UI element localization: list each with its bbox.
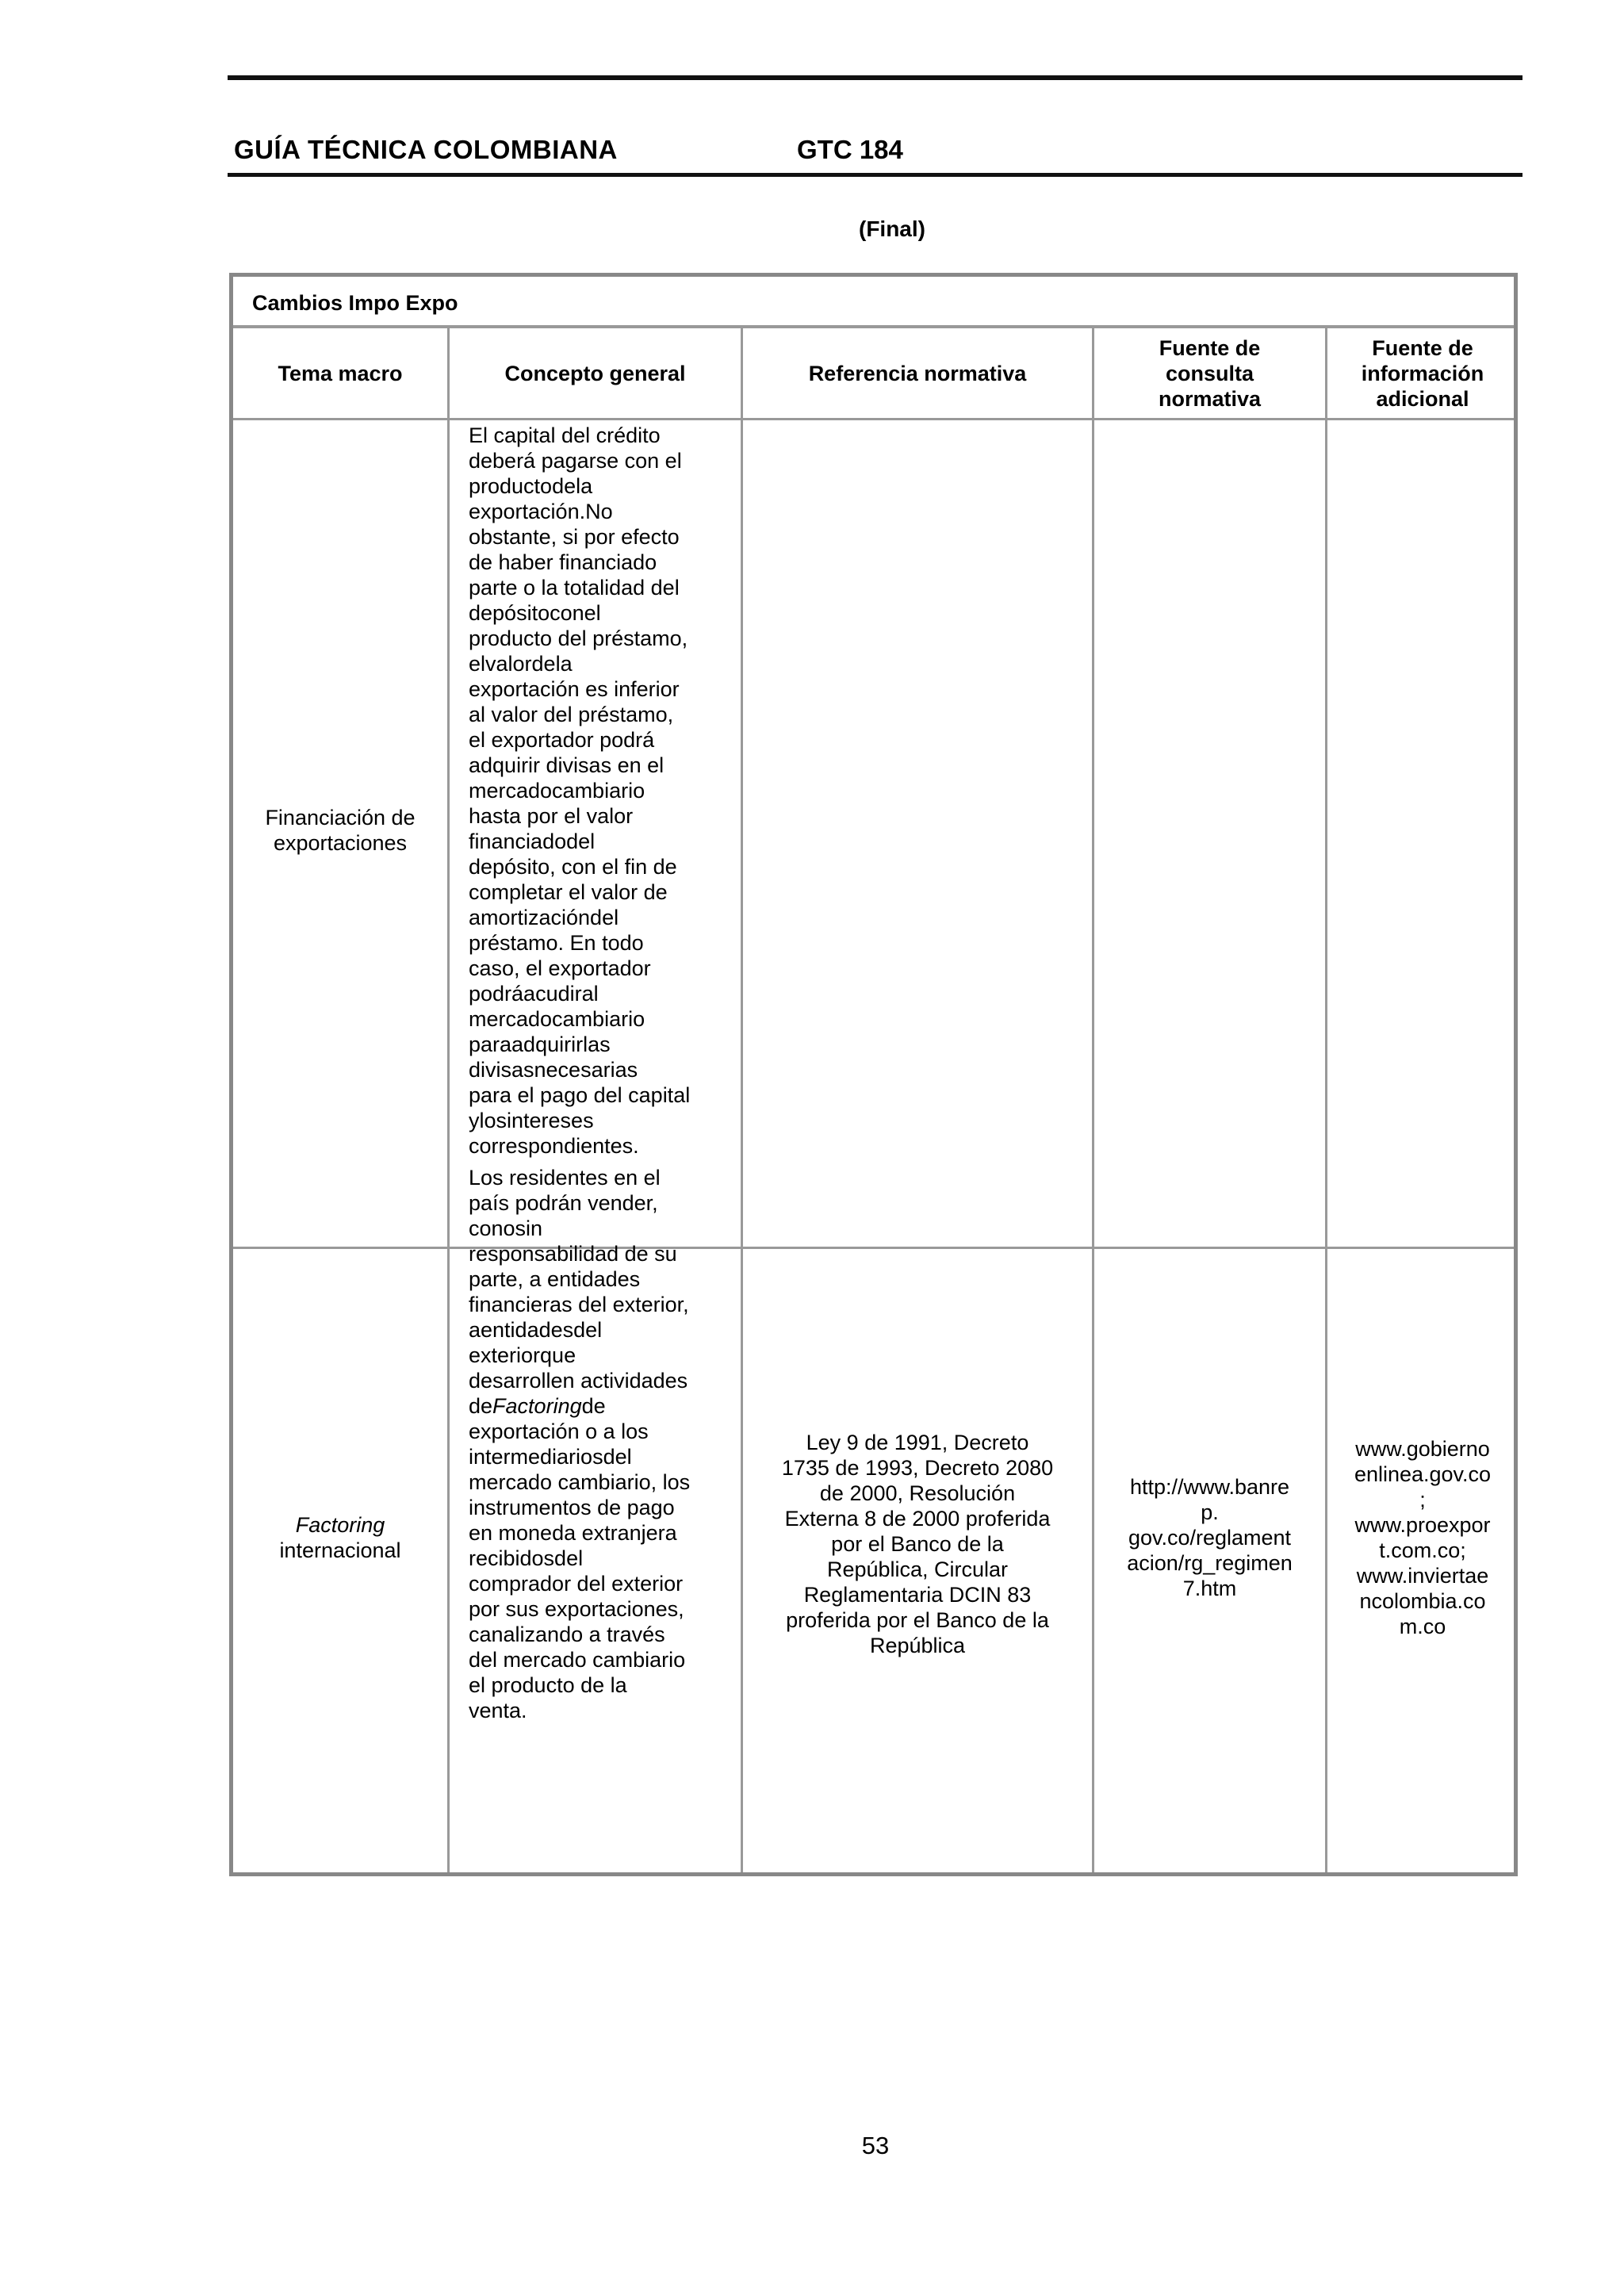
column-header-fuente-consulta: Fuente de consulta normativa [1158,335,1262,411]
header-underline [228,173,1522,177]
document-code: GTC 184 [797,135,903,164]
factoring-term: Factoring [492,1394,582,1418]
row-1-concepto-general: El capital del crédito deberá pagarse con el productodela exportación.No obstante, si por efecto de haber financiado parte o la totalidad del depósitoconel producto del préstamo, elvalordela exportación es inferior al valor del préstamo, el exportador podrá adquirir divisas en el mercadocambiario hasta por el valor financiadodel depósito, con el fin de completar el valor de amortizacióndel préstamo. En todo caso, el exportador podráacudiral mercadocambiario paraadquirirlas divisasnecesarias para el pago del capital ylosintereses correspondientes. [469,423,691,1158]
column-header-referencia-normativa: Referencia normativa [808,361,1027,385]
row-2-referencia-normativa: Ley 9 de 1991, Decreto 1735 de 1993, Decreto 2080 de 2000, Resolución Externa 8 de 2000 proferida por el Banco de la República, Circular Reglamentaria DCIN 83 proferida por el Banco de la República [781,1431,1054,1657]
row-2-fuente-consulta: http://www.banre p. gov.co/reglament acion/rg_regimen 7.htm [1127,1475,1293,1600]
column-header-fuente-adicional: Fuente de información adicional [1361,335,1484,411]
row-2-fuente-adicional: www.gobierno enlinea.gov.co ; www.proexpor t.com.co; www.inviertae ncolombia.co m.co [1354,1437,1492,1638]
factoring-term: Factoring [295,1513,385,1537]
concepto-text: parte, a entidades financieras del exterior, aentidadesdel exteriorque desarrollen actividades de [469,1267,689,1418]
norms-table [229,273,1518,1876]
top-rule [228,75,1522,80]
row-2-tema-macro [233,1512,447,1563]
row-2-concepto-general-start: Los residentes en el país podrán vender, conosin responsabilidad de su [469,1166,677,1266]
column-divider [1092,328,1094,1872]
page-number: 53 [861,2132,890,2159]
document-title: GUÍA TÉCNICA COLOMBIANA [234,135,618,164]
column-header-tema-macro: Tema macro [278,361,403,385]
header-row-divider [233,418,1514,420]
row-1-tema-macro: Financiación de exportaciones [265,806,416,855]
tema-macro-text: internacional [279,1538,401,1562]
row-divider [233,1247,1514,1249]
column-divider [1325,328,1327,1872]
row-2-concepto-general [450,1266,741,1723]
table-section-title: Cambios Impo Expo [233,277,1514,328]
column-header-concepto-general: Concepto general [504,361,686,385]
concepto-text: de exportación o a los intermediariosdel mercado cambiario, los instrumentos de pago en moneda extranjera recibidosdel comprador del exterior por sus exportaciones, canalizando a través del mercado cambiario el producto de la venta. [469,1394,691,1722]
section-status: (Final) [859,216,925,241]
